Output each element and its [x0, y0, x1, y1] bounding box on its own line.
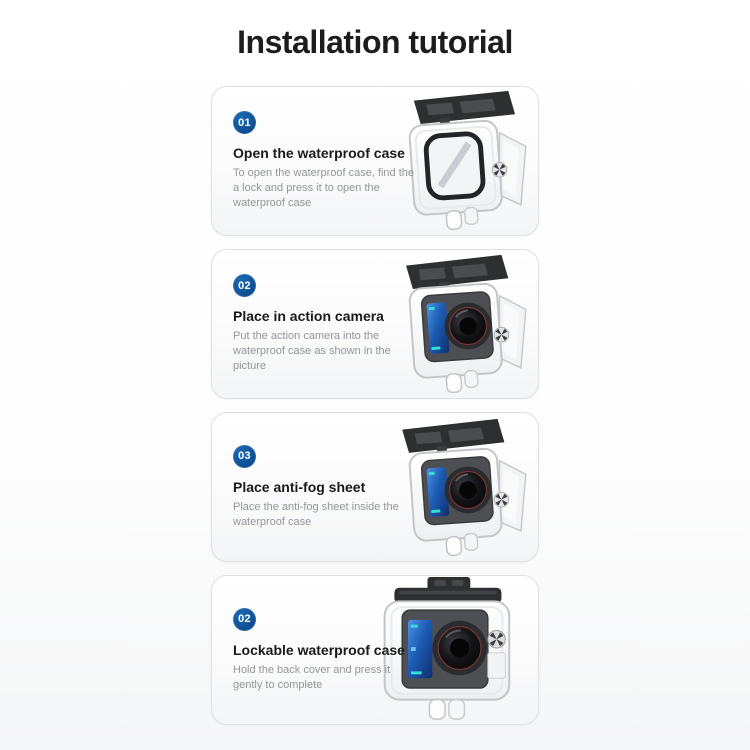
step-text-block — [233, 250, 429, 398]
step-card-1 — [211, 86, 539, 236]
step-text-block — [233, 576, 429, 724]
step-description: Put the action camera into the waterproof case as shown in the picture — [233, 330, 391, 372]
step-number-badge: 01 — [233, 111, 256, 134]
step-card-4 — [211, 575, 539, 725]
step-text-block — [233, 87, 429, 235]
step-heading: Place in action camera — [233, 308, 384, 325]
step-description: Place the anti-fog sheet inside the waterproof case — [233, 500, 399, 528]
page-title: Installation tutorial — [237, 24, 513, 60]
step-description: To open the waterproof case, find the a lock and press it to open the waterproof case — [233, 167, 415, 209]
step-card-3 — [211, 412, 539, 562]
step-description: Hold the back cover and press it gently to complete — [233, 663, 391, 691]
step-card-list — [211, 86, 539, 725]
step-heading: Lockable waterproof case — [233, 641, 405, 658]
step-number-badge: 02 — [233, 274, 256, 297]
step-number-badge: 03 — [233, 445, 256, 468]
step-text-block — [233, 413, 429, 561]
step-heading: Place anti-fog sheet — [233, 478, 366, 495]
step-card-2 — [211, 249, 539, 399]
step-heading: Open the waterproof case — [233, 145, 405, 162]
step-number-badge: 02 — [233, 608, 256, 631]
